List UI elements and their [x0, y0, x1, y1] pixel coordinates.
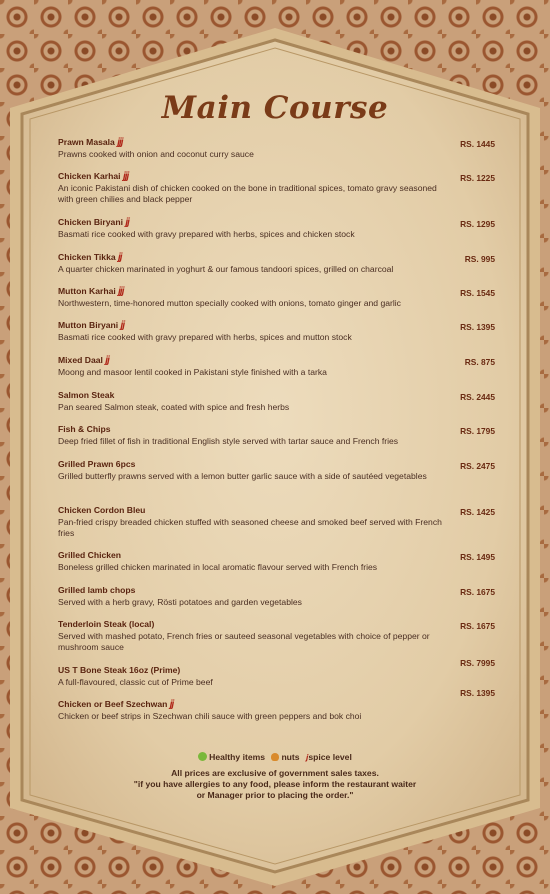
item-price: RS. 1225	[460, 173, 495, 183]
menu-item	[58, 217, 495, 240]
item-description: A quarter chicken marinated in yoghurt & our famous tandoori spices, grilled on charcoal	[58, 264, 394, 274]
tax-note: All prices are exclusive of government sales taxes.	[171, 768, 379, 778]
item-description: Moong and masoor lentil cooked in Pakistani style finished with a tarka	[58, 367, 327, 377]
menu-item	[58, 355, 495, 378]
item-price: RS. 1425	[460, 507, 495, 517]
healthy-icon	[198, 752, 207, 761]
item-name: Mutton Biryani	[58, 320, 119, 330]
menu-item	[58, 619, 495, 653]
item-description: An iconic Pakistani dish of chicken cooked on the bone in traditional spices, tomato gravy seasoned with green chilies and black pepper	[58, 183, 437, 204]
item-price: RS. 1545	[460, 288, 495, 298]
menu-item	[58, 252, 495, 275]
nut-icon	[271, 753, 279, 761]
legend-healthy: Healthy items	[209, 752, 266, 762]
item-name: Mutton Karhai	[58, 286, 116, 296]
item-price: RS. 2445	[460, 392, 495, 402]
item-name: US T Bone Steak 16oz (Prime)	[58, 665, 181, 675]
menu-item	[58, 171, 495, 205]
item-description: Served with a herb gravy, Rösti potatoes and garden vegetables	[58, 597, 302, 607]
item-name: Tenderloin Steak (local)	[58, 619, 155, 629]
item-price: RS. 1445	[460, 139, 495, 149]
item-name: Chicken Biryani	[58, 217, 123, 227]
menu-item	[58, 658, 495, 688]
item-name: Chicken or Beef Szechwan	[58, 699, 168, 709]
item-description: Deep fried fillet of fish in traditional English style served with tartar sauce and French fries	[58, 436, 399, 446]
menu-item	[58, 459, 495, 482]
item-description: Basmati rice cooked with gravy prepared with herbs, spices and chicken stock	[58, 229, 355, 239]
menu-item	[58, 390, 495, 413]
item-price: RS. 995	[464, 254, 495, 264]
legend-spice: spice level	[308, 752, 352, 762]
allergy-note-line1: "if you have allergies to any food, please inform the restaurant waiter	[133, 779, 417, 789]
menu-item	[58, 286, 495, 309]
item-description: Boneless grilled chicken marinated in local aromatic flavour served with French fries	[58, 562, 378, 572]
item-price: RS. 1395	[460, 322, 495, 332]
page-title: Main Course	[161, 90, 389, 126]
item-price: RS. 1395	[460, 688, 495, 698]
item-name: Grilled Chicken	[58, 550, 122, 560]
chili-icon: ϳ	[305, 752, 309, 762]
item-description: Prawns cooked with onion and coconut curry sauce	[58, 149, 254, 159]
item-price: RS. 2475	[460, 461, 495, 471]
item-name: Mixed Daal	[58, 355, 103, 365]
chili-icon: ϳϳ	[118, 252, 122, 263]
chili-icon: ϳϳ	[120, 320, 125, 331]
item-name: Grilled lamb chops	[58, 585, 136, 595]
menu-item	[58, 585, 495, 608]
menu-item	[58, 550, 495, 573]
item-name: Chicken Tikka	[58, 252, 116, 262]
item-name: Salmon Steak	[58, 390, 115, 400]
item-description: Chicken or beef strips in Szechwan chili sauce with green peppers and bok choi	[58, 711, 362, 721]
item-price: RS. 7995	[460, 658, 495, 668]
menu-item	[58, 688, 495, 722]
item-price: RS. 1675	[460, 587, 495, 597]
item-description: Pan-fried crispy breaded chicken stuffed with seasoned cheese and smoked beef served with French fries	[58, 517, 442, 538]
chili-icon: ϳϳϳ	[122, 171, 129, 182]
legend	[0, 752, 550, 762]
item-description: Northwestern, time-honored mutton specially cooked with onions, tomato ginger and garlic	[58, 298, 401, 308]
legend-nuts: nuts	[281, 752, 300, 762]
item-description: Basmati rice cooked with gravy prepared with herbs, spices and mutton stock	[58, 332, 352, 342]
item-name: Grilled Prawn 6pcs	[58, 459, 136, 469]
item-price: RS. 1295	[460, 219, 495, 229]
menu-item	[58, 320, 495, 343]
menu-item	[58, 424, 495, 447]
item-description: Served with mashed potato, French fries or sauteed seasonal vegetables with choice of pepper or mushroom sauce	[58, 631, 430, 652]
chili-icon: ϳϳ	[105, 355, 109, 366]
item-price: RS. 1675	[460, 621, 495, 631]
item-name: Fish & Chips	[58, 424, 111, 434]
item-description: A full-flavoured, classic cut of Prime beef	[58, 677, 213, 687]
item-price: RS. 1795	[460, 426, 495, 436]
chili-icon: ϳϳϳ	[118, 286, 124, 297]
item-name: Chicken Karhai	[58, 171, 121, 181]
item-name: Prawn Masala	[58, 137, 115, 147]
chili-icon: ϳϳ	[169, 699, 174, 710]
allergy-note-line2: or Manager prior to placing the order."	[196, 790, 354, 800]
item-name: Chicken Cordon Bleu	[58, 505, 146, 515]
item-price: RS. 875	[464, 357, 495, 367]
item-description: Grilled butterfly prawns served with a lemon butter garlic sauce with a side of sautéed vegetables	[58, 471, 427, 481]
footer-note	[0, 768, 550, 801]
menu-item	[58, 137, 495, 160]
item-price: RS. 1495	[460, 552, 495, 562]
item-description: Pan seared Salmon steak, coated with spice and fresh herbs	[58, 402, 290, 412]
chili-icon: ϳϳϳ	[117, 137, 123, 148]
menu-item	[58, 505, 495, 539]
chili-icon: ϳϳ	[125, 217, 129, 228]
